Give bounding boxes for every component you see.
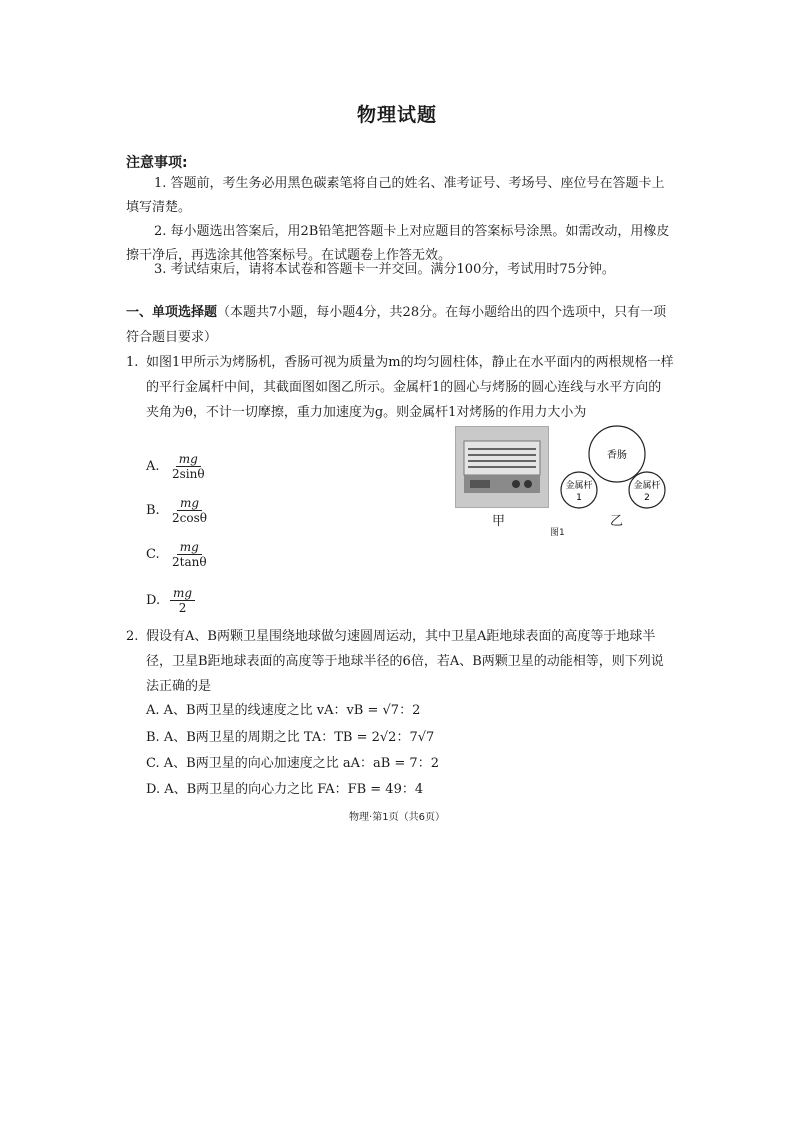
fraction [170, 540, 209, 569]
page-title: 物理试题 [356, 104, 437, 126]
option-c [146, 536, 209, 572]
notice-item-1: 1. 答题前，考生务必用黑色碳素笔将自己的姓名、准考证号、考场号、座位号在答题卡上填写清楚。 [126, 176, 665, 215]
denominator: 2tanθ [172, 554, 207, 569]
rod-1-label: 金属杆 [565, 481, 593, 491]
rod-2-number: 2 [644, 493, 650, 503]
denominator: 2cosθ [172, 510, 207, 525]
figure-caption: 图1 [550, 528, 565, 538]
notice-heading: 注意事项: [126, 155, 188, 171]
rod-2-label: 金属杆 [633, 481, 661, 491]
grill-image [456, 427, 548, 507]
notice-item-2: 2. 每小题选出答案后，用2B铅笔把答题卡上对应题目的答案标号涂黑。如需改动，用橡皮擦干净后，再选涂其他答案标号。在试题卷上作答无效。 [126, 224, 670, 263]
section-title: 一、单项选择题 [126, 305, 218, 320]
option-label: D. [146, 592, 161, 608]
figure-label-jia: 甲 [492, 514, 506, 529]
option-b: B. A、B两卫星的周期之比 TA：TB = 2√2：7√7 [146, 730, 435, 745]
section-description: （本题共7小题，每小题4分，共28分。在每小题给出的四个选项中，只有一项符合题目要求） [126, 305, 667, 345]
section-heading [126, 300, 671, 350]
numerator: mg [177, 540, 202, 555]
question-number: 1. [126, 355, 139, 370]
option-label: C. [146, 546, 160, 562]
option-label: B. [146, 502, 160, 518]
option-b [146, 492, 209, 528]
option-c: C. A、B两卫星的向心加速度之比 aA：aB = 7：2 [146, 756, 439, 771]
question-text: 如图1甲所示为烤肠机，香肠可视为质量为m的均匀圆柱体，静止在水平面内的两根规格一样的平行金属杆中间，其截面图如图乙所示。金属杆1的圆心与烤肠的圆心连线与水平方向的夹角为θ，不计一切摩擦，重力加速度为g。则金属杆1对烤肠的作用力大小为 [146, 355, 674, 420]
denominator: 2 [178, 600, 187, 615]
denominator: 2sinθ [172, 466, 205, 481]
sausage-grill-photo [455, 426, 549, 508]
fraction [170, 586, 195, 615]
question-1 [126, 350, 674, 425]
question-2 [126, 624, 674, 699]
option-label: A. [146, 458, 160, 474]
question-number: 2. [126, 629, 139, 644]
page-footer: 物理·第1页（共6页） [349, 812, 445, 823]
sausage-label: 香肠 [607, 450, 627, 461]
cross-section-diagram [556, 422, 704, 522]
option-d [146, 582, 195, 618]
option-a: A. A、B两卫星的线速度之比 vA：vB = √7：2 [146, 703, 421, 718]
numerator: mg [176, 452, 201, 467]
option-a [146, 448, 207, 484]
numerator: mg [170, 586, 195, 601]
numerator: mg [177, 496, 202, 511]
fraction [170, 496, 209, 525]
option-d: D. A、B两卫星的向心力之比 FA：FB = 49：4 [146, 782, 424, 797]
fraction [170, 452, 207, 481]
figure-label-yi: 乙 [610, 514, 624, 529]
rod-1-number: 1 [576, 493, 582, 503]
notice-item-3: 3. 考试结束后，请将本试卷和答题卡一并交回。满分100分，考试用时75分钟。 [154, 262, 615, 277]
question-text: 假设有A、B两颗卫星围绕地球做匀速圆周运动，其中卫星A距地球表面的高度等于地球半径，卫星B距地球表面的高度等于地球半径的6倍，若A、B两颗卫星的动能相等，则下列说法正确的是 [146, 629, 664, 694]
